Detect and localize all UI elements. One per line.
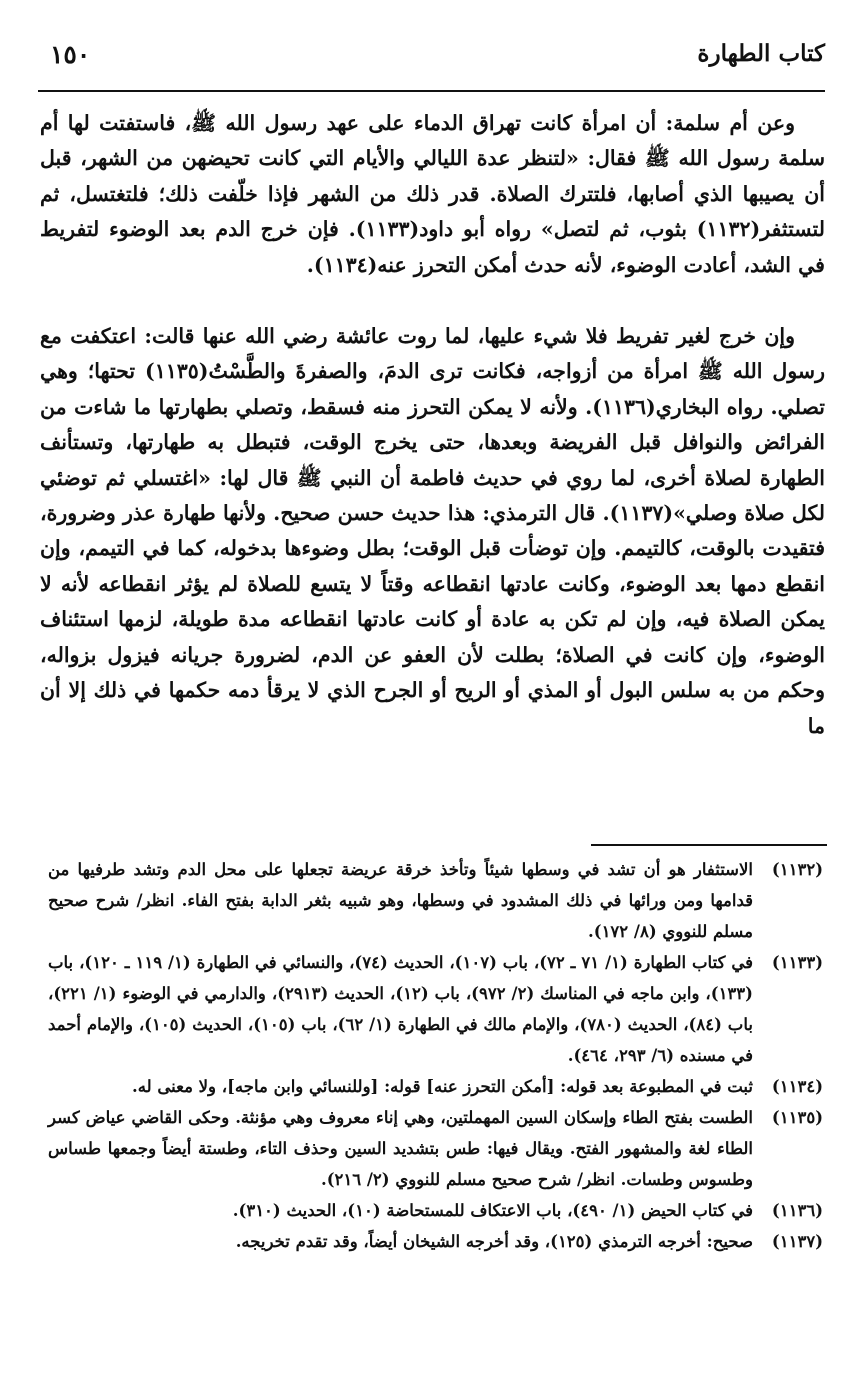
- footnote-item: [48, 1226, 823, 1257]
- footnote-item: [48, 1071, 823, 1102]
- footnote-number: (١١٣٥): [771, 1108, 823, 1127]
- page-number: ١٥٠: [50, 40, 91, 69]
- footnote-text: في كتاب الطهارة (١/ ٧١ ـ ٧٢)، باب (١٠٧)، الحديث (٧٤)، والنسائي في الطهارة (١/ ١١٩ ـ ١٢٠)، باب (١٣٣)، وابن ماجه في المناسك (٢/ ٩٧٢)، باب (١٢)، الحديث (٢٩١٣)، والدارمي في الوضوء (١/ ٢٢١)، باب (٨٤)، الحديث (٧٨٠)، والإمام مالك في الطهارة (١/ ٦٢)، باب (١٠٥)، الحديث (١٠٥)، والإمام أحمد في مسنده (٦/ ٢٩٣، ٤٦٤).: [48, 953, 753, 1065]
- footnote-item: [48, 1195, 823, 1226]
- footnote-item: [48, 947, 823, 1071]
- footnote-text: ثبت في المطبوعة بعد قوله: [أمكن التحرز عنه] قوله: [وللنسائي وابن ماجه]، ولا معنى له.: [132, 1077, 753, 1096]
- footnote-divider: [591, 844, 827, 846]
- page-header: [38, 34, 825, 92]
- footnotes: [48, 854, 823, 1257]
- book-title: كتاب الطهارة: [697, 40, 825, 67]
- footnote-number: (١١٣٣): [771, 953, 823, 972]
- footnote-number: (١١٣٧): [771, 1232, 823, 1251]
- footnote-item: [48, 1102, 823, 1195]
- footnote-text: في كتاب الحيض (١/ ٤٩٠)، باب الاعتكاف للمستحاضة (١٠)، الحديث (٣١٠).: [232, 1201, 753, 1220]
- footnote-text: الاستثفار هو أن تشد في وسطها شيئاً وتأخذ خرقة عريضة تجعلها على محل الدم وتشد طرفيها من قدامها ومن ورائها في ذلك المشدود في وسطها، وهو شبيه بثغر الدابة بفتح الفاء. انظر/ شرح صحيح مسلم للنووي (٨/ ١٧٢).: [48, 860, 753, 941]
- footnote-number: (١١٣٤): [771, 1077, 823, 1096]
- footnote-number: (١١٣٦): [771, 1201, 823, 1220]
- footnote-item: [48, 854, 823, 947]
- footnote-number: (١١٣٢): [771, 860, 823, 879]
- footnote-text: الطست بفتح الطاء وإسكان السين المهملتين، وهي إناء معروف وهي مؤنثة. وحكى القاضي عياض كسر الطاء لغة والمشهور الفتح. ويقال فيها: طس بتشديد السين وحذف التاء، وطستة أيضاً وجمعها طساس وطسوس وطسات. انظر/ شرح صحيح مسلم للنووي (٢/ ٢١٦).: [48, 1108, 753, 1189]
- main-text: [40, 98, 825, 744]
- footnote-text: صحيح: أخرجه الترمذي (١٢٥)، وقد أخرجه الشيخان أيضاً، وقد تقدم تخريجه.: [235, 1232, 753, 1251]
- paragraph: وعن أم سلمة: أن امرأة كانت تهراق الدماء على عهد رسول الله ﷺ، فاستفتت لها أم سلمة رسول الله ﷺ فقال: «لتنظر عدة الليالي والأيام التي كانت تحيضهن من الشهر، قبل أن يصيبها الذي أصابها، فلتترك الصلاة. قدر ذلك من الشهر فإذا خلّفت ذلك؛ فلتغتسل، ثم لتستثفر(١١٣٢) بثوب، ثم لتصل» رواه أبو داود(١١٣٣). فإن خرج الدم بعد الوضوء لتفريط في الشد، أعادت الوضوء، لأنه حدث أمكن التحرز عنه(١١٣٤).: [40, 111, 825, 277]
- paragraph: وإن خرج لغير تفريط فلا شيء عليها، لما روت عائشة رضي الله عنها قالت: اعتكفت مع رسول الله ﷺ امرأة من أزواجه، فكانت ترى الدمَ، والصفرةَ والطَّسْتُ(١١٣٥) تحتها؛ وهي تصلي. رواه البخاري(١١٣٦). ولأنه لا يمكن التحرز منه فسقط، وتصلي بطهارتها ما شاءت من الفرائض والنوافل قبل الفريضة وبعدها، حتى يخرج الوقت، فتبطل به طهارتها، وتستأنف الطهارة لصلاة أخرى، لما روي في حديث فاطمة أن النبي ﷺ قال لها: «اغتسلي ثم توضئي لكل صلاة وصلي»(١١٣٧). قال الترمذي: هذا حديث حسن صحيح. ولأنها طهارة عذر وضرورة، فتقيدت بالوقت، كالتيمم. وإن توضأت قبل الوقت؛ بطل وضوءها بدخوله، كما في التيمم، وإن انقطع دمها بعد الوضوء، وكانت عادتها انقطاعه وقتاً لا يتسع للصلاة لم يؤثر انقطاعه لأنه لا يمكن الصلاة فيه، وإن لم تكن به عادة أو كانت عادتها انقطاعه مدة طويلة، لزمها استئناف الوضوء، وإن كانت في الصلاة؛ بطلت لأن العفو عن الدم، لضرورة جريانه فيزول بزواله، وحكم من به سلس البول أو المذي أو الريح أو الجرح الذي لا يرقأ دمه حكمها في ذلك إلا أن ما: [40, 324, 826, 738]
